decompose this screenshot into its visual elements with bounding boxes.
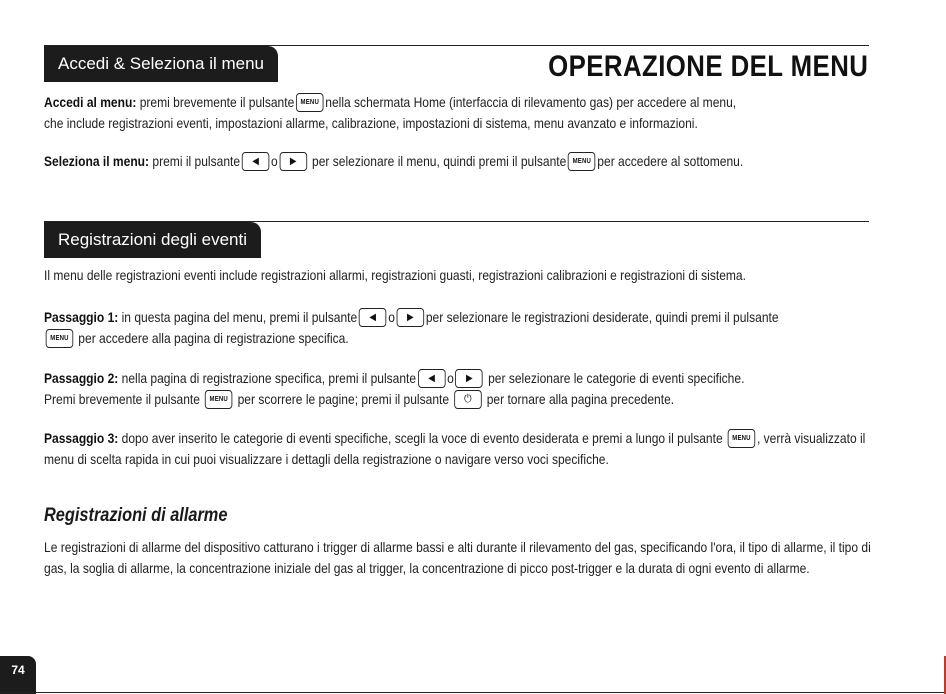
section-tab-accedi: Accedi & Seleziona il menu <box>44 46 278 82</box>
left-arrow-button-icon: ◀ <box>242 152 270 171</box>
menu-button-icon: MENU <box>728 429 756 448</box>
paragraph-step3: Passaggio 3: dopo aver inserito le categorie di eventi specifiche, scegli la voce di evento desiderata e premi a lungo il pulsante MENU , verrà visualizzato il menu di scelta rapida in cui puoi visualizzare i dettagli della registrazione o navigare verso voci specifiche. <box>44 430 866 467</box>
page-number: 74 <box>0 656 36 694</box>
left-arrow-button-icon: ◀ <box>359 308 387 327</box>
label-step1: Passaggio 1: <box>44 309 119 325</box>
power-button-icon: ⏻ <box>454 390 482 409</box>
label-accedi: Accedi al menu: <box>44 94 137 110</box>
menu-button-icon: MENU <box>205 390 233 409</box>
bottom-rule <box>0 692 946 693</box>
left-arrow-button-icon: ◀ <box>418 369 446 388</box>
right-arrow-button-icon: ▶ <box>397 308 425 327</box>
subheading-registrazioni-allarme: Registrazioni di allarme <box>44 505 228 526</box>
paragraph-step1: Passaggio 1: in questa pagina del menu, premi il pulsante ◀ o ▶ per selezionare le registrazioni desiderate, quindi premi il pulsante MENU per accedere alla pagina di registrazione specifica. <box>44 309 779 346</box>
paragraph-step2: Passaggio 2: nella pagina di registrazione specifica, premi il pulsante ◀ o ▶ per selezionare le categorie di eventi specifiche. Premi brevemente il pulsante MENU per scorrere le pagine; premi il pulsante ⏻ per tornare alla pagina precedente. <box>44 370 745 407</box>
label-seleziona: Seleziona il menu: <box>44 153 150 169</box>
right-arrow-button-icon: ▶ <box>455 369 483 388</box>
section-tab-registrazioni: Registrazioni degli eventi <box>44 222 261 258</box>
label-step3: Passaggio 3: <box>44 430 119 446</box>
paragraph-seleziona: Seleziona il menu: premi il pulsante ◀ o ▶ per selezionare il menu, quindi premi il pulsante MENU per accedere al sottomenu. <box>44 153 744 169</box>
menu-button-icon: MENU <box>568 152 596 171</box>
right-arrow-button-icon: ▶ <box>279 152 307 171</box>
paragraph-allarme: Le registrazioni di allarme del dispositivo catturano i trigger di allarme bassi e alti durante il rilevamento del gas, specificando l'ora, il tipo di allarme, il tipo di gas, la soglia di allarme, la concentrazione iniziale del gas al trigger, la concentrazione di picco post-trigger e la durata di ogni evento di allarme. <box>44 539 871 576</box>
page-title: OPERAZIONE DEL MENU <box>547 50 868 83</box>
paragraph-intro: Il menu delle registrazioni eventi include registrazioni allarmi, registrazioni guasti, registrazioni calibrazioni e registrazioni di sistema. <box>44 267 746 283</box>
menu-button-icon: MENU <box>296 93 324 112</box>
menu-button-icon: MENU <box>46 329 74 348</box>
paragraph-accedi: Accedi al menu: premi brevemente il pulsante MENU nella schermata Home (interfaccia di rilevamento gas) per accedere al menu, che include registrazioni eventi, impostazioni allarme, calibrazione, impostazioni di sistema, menu avanzato e informazioni. <box>44 94 737 131</box>
label-step2: Passaggio 2: <box>44 370 119 386</box>
